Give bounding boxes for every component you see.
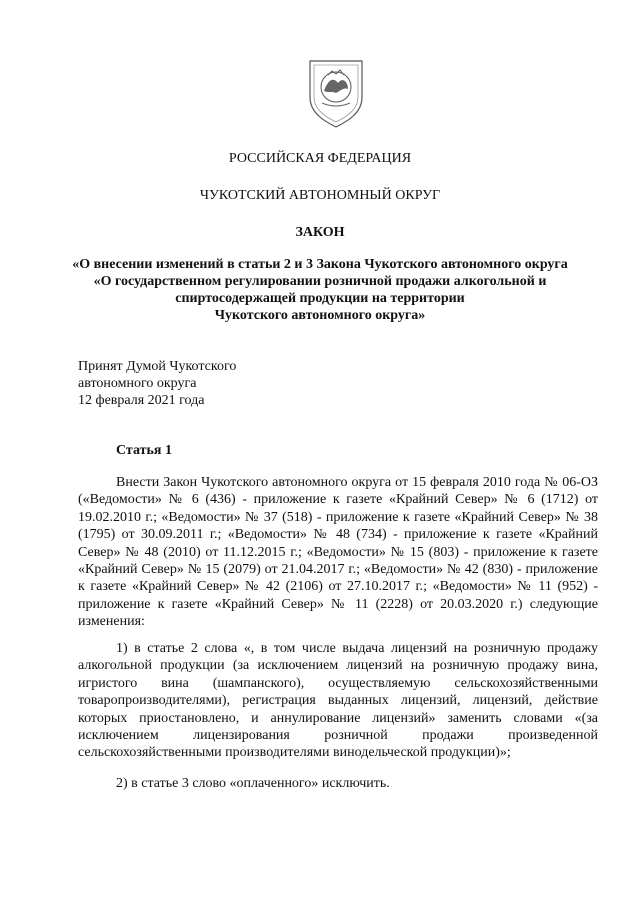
- law-title-line-4: Чукотского автономного округа»: [214, 308, 426, 323]
- article-item-2: 2) в статье 3 слово «оплаченного» исключить.: [116, 776, 390, 791]
- law-title-line-3: спиртосодержащей продукции на территории: [175, 291, 465, 306]
- law-title-line-2: «О государственном регулировании розничной продажи алкогольной и: [93, 274, 547, 289]
- law-title-line-1: «О внесении изменений в статьи 2 и 3 Закона Чукотского автономного округа: [72, 257, 568, 272]
- doc-type-heading: ЗАКОН: [295, 225, 345, 240]
- adoption-date: 12 февраля 2021 года: [78, 393, 205, 408]
- country-heading: РОССИЙСКАЯ ФЕДЕРАЦИЯ: [228, 151, 412, 166]
- region-heading: ЧУКОТСКИЙ АВТОНОМНЫЙ ОКРУГ: [199, 188, 441, 203]
- adoption-line-2: автономного округа: [78, 376, 197, 391]
- coat-of-arms-icon: [304, 57, 368, 129]
- article-heading: Статья 1: [116, 443, 172, 458]
- article-item-1: 1) в статье 2 слова «, в том числе выдача лицензий на розничную продажу алкогольной продукции (за исключением лицензий на розничную продажу вина, игристого вина (шампанского), осуществляемую сельскохозяйственными товаропроизводителями), регистрация выданных лицензий, лицензий, действие которых приостановлено, и аннулирование лицензий» заменить словами «(за исключением лицензирования розничной продажи произведенной сельскохозяйственными производителями винодельческой продукции)»;: [78, 641, 598, 761]
- adoption-line-1: Принят Думой Чукотского: [78, 359, 237, 374]
- article-intro-paragraph: Внести Закон Чукотского автономного округа от 15 февраля 2010 года № 06-ОЗ («Ведомости» № 6 (436) - приложение к газете «Крайний Север» № 6 (1712) от 19.02.2010 г.; «Ведомости» № 37 (518) - приложение к газете «Крайний Север» № 38 (1795) от 30.09.2011 г.; «Ведомости» № 48 (734) - приложение к газете «Крайний Север» № 48 (2010) от 11.12.2015 г.; «Ведомости» № 15 (803) - приложение к газете «Крайний Север» № 15 (2079) от 21.04.2017 г.; «Ведомости» № 42 (830) - приложение к газете «Крайний Север» № 42 (2106) от 27.10.2017 г.; «Ведомости» № 11 (952) - приложение к газете «Крайний Север» № 11 (2228) от 20.03.2020 г.) следующие изменения:: [78, 475, 598, 630]
